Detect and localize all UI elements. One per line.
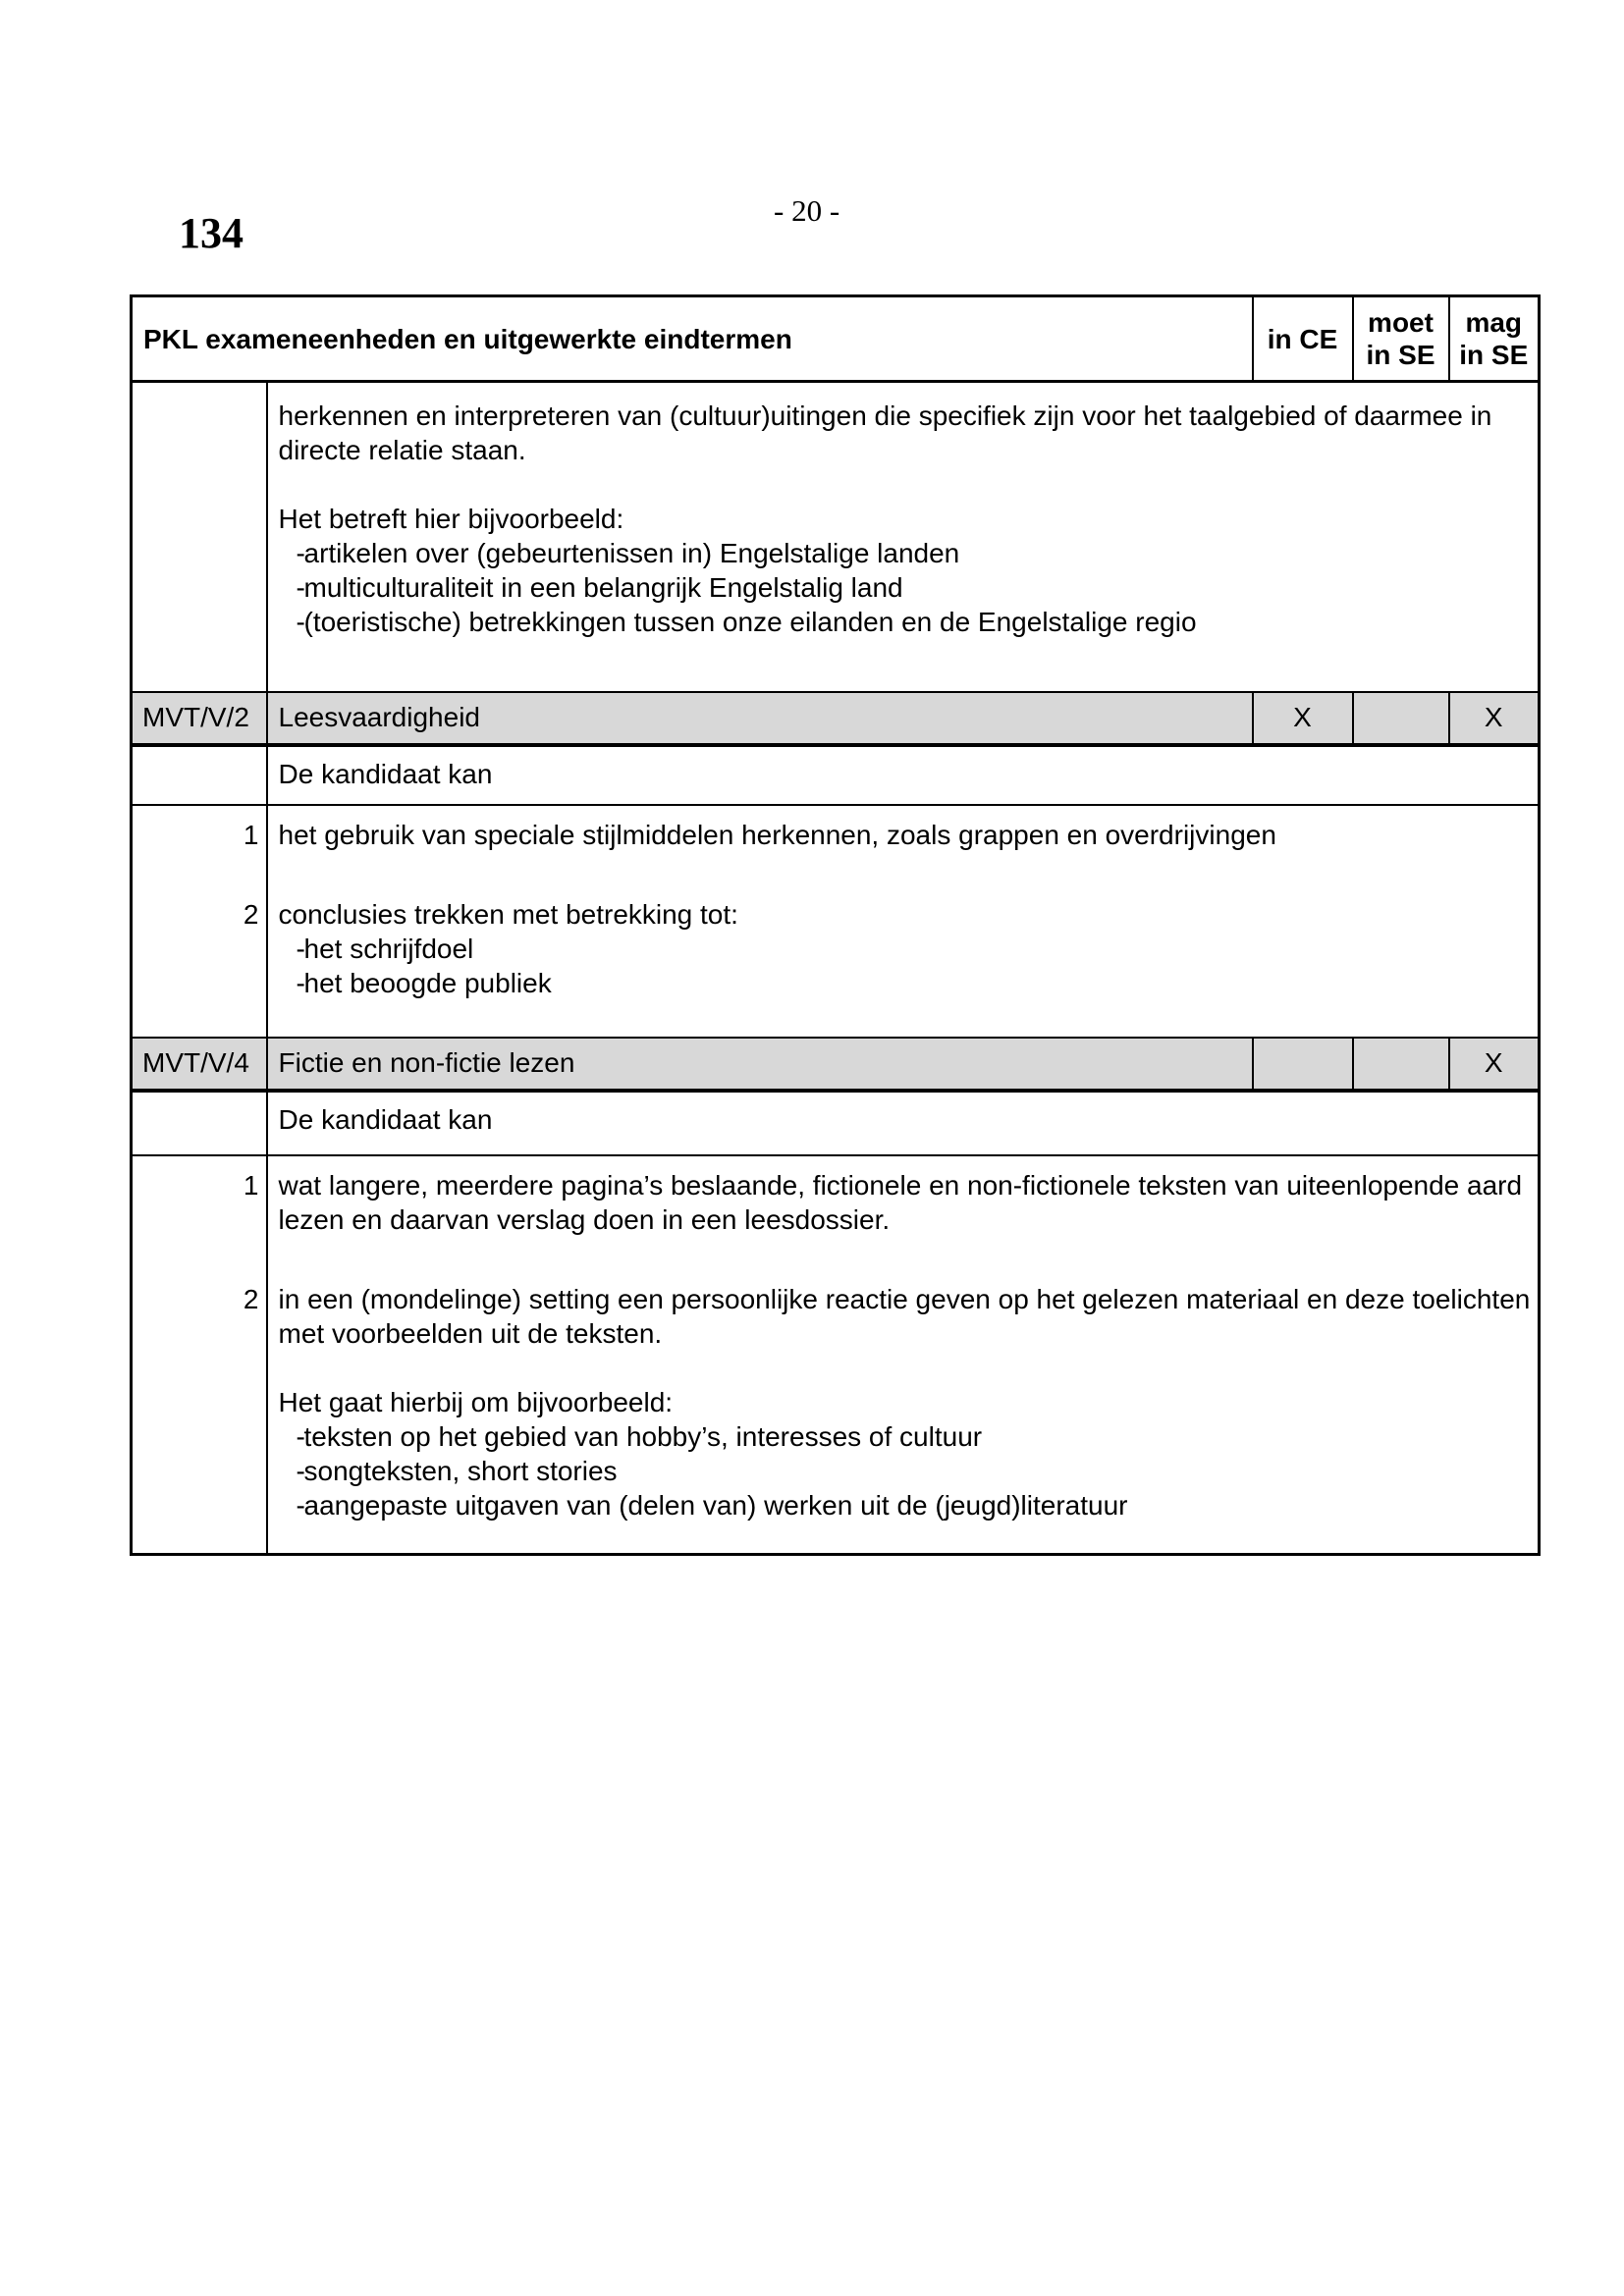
- mark-moet-in-se: [1353, 692, 1449, 745]
- bullet-text: multiculturaliteit in een belangrijk Engelstalig land: [303, 572, 903, 603]
- bullet-text: het schrijfdoel: [303, 933, 474, 964]
- header-moet-line1: moet: [1368, 307, 1434, 338]
- item-number: 2: [132, 885, 267, 1038]
- item-number: 2: [132, 1270, 267, 1555]
- intro-examples-label: Het betreft hier bijvoorbeeld:: [278, 504, 624, 534]
- lead-row: [132, 1091, 1540, 1155]
- mark-moet-in-se: [1353, 1038, 1449, 1091]
- mark-in-ce: X: [1253, 692, 1353, 745]
- header-col-mag-in-se: [1449, 296, 1540, 382]
- intro-paragraph: herkennen en interpreteren van (cultuur)uitingen die specifiek zijn voor het taalgebied of daarmee in directe relatie staan.: [278, 400, 1492, 465]
- bullet-dash: -: [296, 538, 305, 568]
- bullet-text: (toeristische) betrekkingen tussen onze eilanden en de Engelstalige regio: [303, 607, 1197, 637]
- header-mag-line2: in SE: [1459, 340, 1529, 370]
- section-title: Leesvaardigheid: [267, 692, 1253, 745]
- bullet-dash: -: [296, 1420, 305, 1452]
- mark-mag-in-se: X: [1449, 1038, 1540, 1091]
- section-code: MVT/V/2: [132, 692, 267, 745]
- item-body: [267, 805, 1540, 885]
- item-number: 1: [132, 805, 267, 885]
- bullet-dash: -: [296, 967, 305, 998]
- item-body: [267, 1270, 1540, 1555]
- section-row-mvt-v-4: [132, 1038, 1540, 1091]
- intro-row: [132, 382, 1540, 692]
- bullet-dash: -: [296, 1455, 305, 1486]
- item-body: [267, 1155, 1540, 1270]
- bullet-text: songteksten, short stories: [303, 1455, 618, 1486]
- item-bullet-1: [279, 1419, 1537, 1454]
- item-bullet-1: [279, 932, 1537, 966]
- item-body: [267, 885, 1540, 1038]
- section-title: Fictie en non-fictie lezen: [267, 1038, 1253, 1091]
- item-row: [132, 1155, 1540, 1270]
- header-title: PKL exameneenheden en uitgewerkte eindtermen: [132, 296, 1253, 382]
- bullet-dash: -: [296, 572, 305, 603]
- item-bullet-2: [279, 1454, 1537, 1488]
- lead-row: [132, 745, 1540, 805]
- item-text: conclusies trekken met betrekking tot:: [278, 898, 738, 930]
- header-col-moet-in-se: [1353, 296, 1449, 382]
- page-number: - 20 -: [774, 193, 840, 228]
- item-number: 1: [132, 1155, 267, 1270]
- item-bullet-3: [279, 1488, 1537, 1522]
- item-text: in een (mondelinge) setting een persoonlijke reactie geven op het gelezen materiaal en deze toelichten met voorbeelden uit de teksten.: [278, 1283, 1531, 1349]
- item-row: [132, 1270, 1540, 1555]
- section-row-mvt-v-2: [132, 692, 1540, 745]
- mark-mag-in-se: X: [1449, 692, 1540, 745]
- bullet-dash: -: [296, 1489, 305, 1521]
- section-code: MVT/V/4: [132, 1038, 267, 1091]
- bullet-text: artikelen over (gebeurtenissen in) Engelstalige landen: [303, 538, 960, 568]
- item-row: [132, 885, 1540, 1038]
- intro-bullet-2: [279, 570, 1537, 605]
- mark-in-ce: [1253, 1038, 1353, 1091]
- lead-code-cell: [132, 745, 267, 805]
- bullet-text: het beoogde publiek: [303, 967, 552, 998]
- table-header-row: [132, 296, 1540, 382]
- item-text: wat langere, meerdere pagina’s beslaande, fictionele en non-fictionele teksten van uiteenlopende aard lezen en daarvan verslag doen in een leesdossier.: [278, 1169, 1523, 1235]
- lead-code-cell: [132, 1091, 267, 1155]
- header-col-in-ce: in CE: [1253, 296, 1353, 382]
- lead-text: De kandidaat kan: [267, 1091, 1540, 1155]
- bullet-dash: -: [296, 933, 305, 964]
- intro-bullet-1: [279, 536, 1537, 570]
- item-examples-label: Het gaat hierbij om bijvoorbeeld:: [278, 1386, 674, 1417]
- bullet-text: teksten op het gebied van hobby’s, interesses of cultuur: [303, 1420, 983, 1452]
- header-moet-line2: in SE: [1366, 340, 1435, 370]
- item-text: het gebruik van speciale stijlmiddelen herkennen, zoals grappen en overdrijvingen: [278, 819, 1276, 850]
- item-row: [132, 805, 1540, 885]
- bullet-text: aangepaste uitgaven van (delen van) werken uit de (jeugd)literatuur: [303, 1489, 1128, 1521]
- intro-code-cell: [132, 382, 267, 692]
- eindtermen-table: [130, 294, 1541, 1556]
- bullet-dash: -: [296, 607, 305, 637]
- intro-body-cell: [267, 382, 1540, 692]
- item-bullet-2: [279, 966, 1537, 1000]
- header-mag-line1: mag: [1465, 307, 1523, 338]
- lead-text: De kandidaat kan: [267, 745, 1540, 805]
- intro-bullet-3: [279, 605, 1537, 639]
- doc-number: 134: [179, 209, 244, 257]
